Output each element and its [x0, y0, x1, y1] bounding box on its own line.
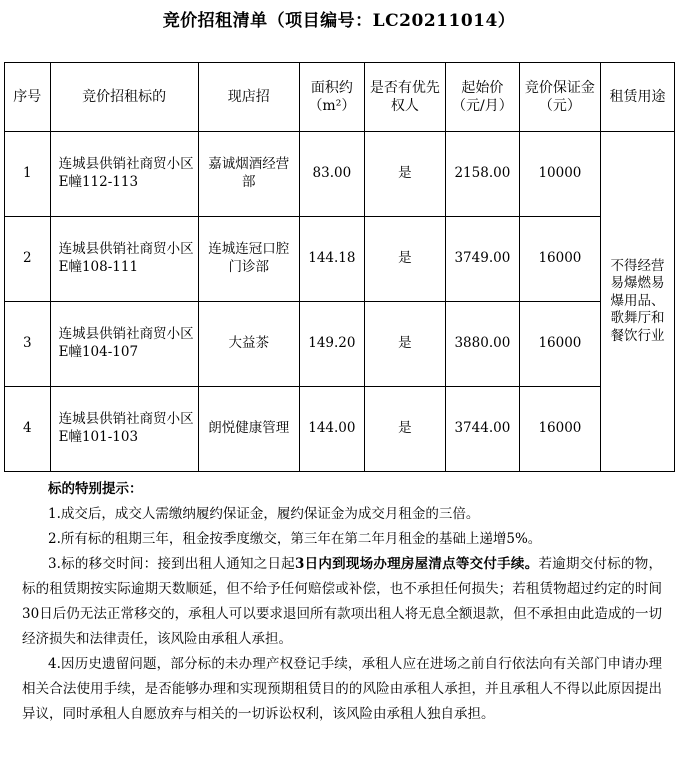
cell-priority: 是: [364, 217, 445, 302]
cell-priority: 是: [364, 132, 445, 217]
cell-price: 3744.00: [445, 387, 519, 472]
cell-price: 2158.00: [445, 132, 519, 217]
cell-shop: 连城连冠口腔门诊部: [198, 217, 299, 302]
cell-deposit: 16000: [519, 302, 600, 387]
note-3-lead: 3.标的移交时间：接到出租人通知之日起: [48, 556, 295, 572]
cell-usage: 不得经营易爆燃易爆用品、歌舞厅和餐饮行业: [600, 132, 674, 472]
cell-no: 3: [5, 302, 51, 387]
note-3-emphasis: 3日内到现场办理房屋清点等交付手续。: [294, 556, 539, 572]
cell-target: 连城县供销社商贸小区E幢101-103: [50, 387, 198, 472]
cell-no: 4: [5, 387, 51, 472]
col-header-area: 面积约（m²）: [299, 63, 364, 132]
bidding-table: [4, 62, 675, 472]
cell-price: 3880.00: [445, 302, 519, 387]
cell-priority: 是: [364, 387, 445, 472]
cell-no: 1: [5, 132, 51, 217]
page-title: 竞价招租清单（项目编号：LC20211014）: [162, 11, 516, 31]
col-header-no: 序号: [5, 63, 51, 132]
cell-shop: 嘉诚烟酒经营部: [198, 132, 299, 217]
table-header-row: [5, 63, 675, 132]
cell-target: 连城县供销社商贸小区E幢108-111: [50, 217, 198, 302]
cell-shop: 大益茶: [198, 302, 299, 387]
table-row: [5, 132, 675, 217]
col-header-price: 起始价（元/月）: [445, 63, 519, 132]
cell-target: 连城县供销社商贸小区E幢104-107: [50, 302, 198, 387]
note-3-rest: 若逾期交付标的物，标的租赁期按实际逾期天数顺延，但不给予任何赔偿或补偿，也不承担任何损失；若租赁物超过约定的时间30日后仍无法正常移交的，承租人可以要求退回所有款项出租人将无息全额退款，但不承担由此造成的一切经济损失和法律责任，该风险由承租人承担。: [22, 556, 662, 647]
cell-deposit: 16000: [519, 217, 600, 302]
cell-deposit: 10000: [519, 132, 600, 217]
note-3: [22, 552, 662, 652]
note-4: 4.因历史遗留问题，部分标的未办理产权登记手续，承租人应在进场之前自行依法向有关部门申请办理相关合法使用手续，是否能够办理和实现预期租赁目的的风险由承租人承担，并且承租人不得以此原因提出异议，同时承租人自愿放弃与相关的一切诉讼权利，该风险由承租人独自承担。: [22, 656, 662, 722]
notes-heading: 标的特别提示：: [48, 481, 143, 497]
table-row: [5, 387, 675, 472]
col-header-priority: 是否有优先权人: [364, 63, 445, 132]
col-header-usage: 租赁用途: [600, 63, 674, 132]
cell-area: 144.18: [299, 217, 364, 302]
cell-area: 149.20: [299, 302, 364, 387]
col-header-shop: 现店招: [198, 63, 299, 132]
cell-area: 144.00: [299, 387, 364, 472]
cell-priority: 是: [364, 302, 445, 387]
cell-area: 83.00: [299, 132, 364, 217]
col-header-deposit: 竞价保证金（元）: [519, 63, 600, 132]
special-notes: [22, 477, 662, 727]
cell-no: 2: [5, 217, 51, 302]
note-1: 1.成交后，成交人需缴纳履约保证金，履约保证金为成交月租金的三倍。: [48, 506, 480, 522]
cell-deposit: 16000: [519, 387, 600, 472]
note-2: 2.所有标的租期三年，租金按季度缴交，第三年在第二年月租金的基础上递增5%。: [48, 531, 542, 547]
cell-shop: 朗悦健康管理: [198, 387, 299, 472]
col-header-target: 竞价招租标的: [50, 63, 198, 132]
table-row: [5, 302, 675, 387]
table-row: [5, 217, 675, 302]
cell-target: 连城县供销社商贸小区E幢112-113: [50, 132, 198, 217]
cell-price: 3749.00: [445, 217, 519, 302]
